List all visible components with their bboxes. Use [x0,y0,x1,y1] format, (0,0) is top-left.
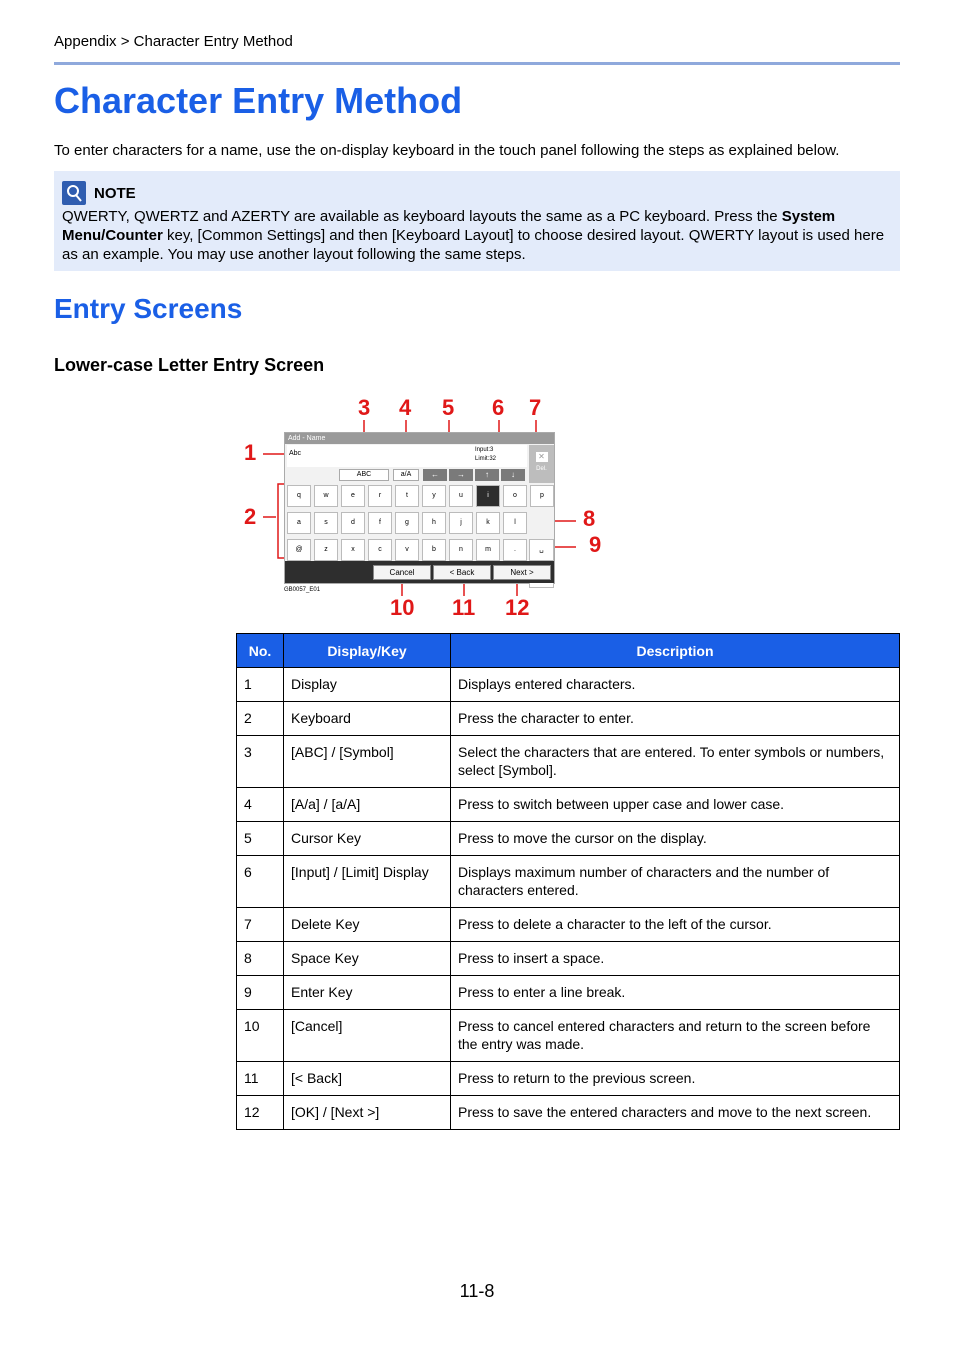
image-code: GB0057_E01 [284,587,321,593]
table-row [237,942,900,976]
row-description: Press to delete a character to the left of the cursor. [451,908,900,942]
callout-2: 2 [244,504,257,529]
row-number: 6 [237,856,284,908]
row-number: 9 [237,976,284,1010]
key-f[interactable]: f [368,512,392,534]
row-display-key: [< Back] [284,1062,451,1096]
key-at[interactable]: @ [287,539,311,561]
header-description: Description [451,634,900,668]
note-label: NOTE [94,184,136,202]
row-number: 10 [237,1010,284,1062]
table-row [237,856,900,908]
touch-panel-screen [284,432,555,584]
delete-icon: ✕ [536,452,548,462]
cursor-left-icon[interactable]: ← [423,469,447,481]
row-display-key: Display [284,668,451,702]
callout-8: 8 [583,506,596,531]
header-divider [54,62,900,65]
breadcrumb: Appendix > Character Entry Method [54,33,293,50]
note-text: QWERTY, QWERTZ and AZERTY are available as keyboard layouts the same as a PC keyboard. Press the System Menu/Counter key, [Common Settings] and then [Keyboard Layout] to choose desired layout. QWERTY layout is used here as an example. You may use another layout following the same steps. [62,208,885,263]
row-description: Press to cancel entered characters and return to the screen before the entry was made. [451,1010,900,1062]
space-key[interactable]: ␣ [529,539,554,561]
key-j[interactable]: j [449,512,473,534]
callout-5: 5 [442,395,455,420]
screen-title: Add - Name [285,433,554,444]
row-description: Press to return to the previous screen. [451,1062,900,1096]
callout-3: 3 [358,395,371,420]
key-e[interactable]: e [341,485,365,507]
table-row [237,976,900,1010]
note-icon [62,181,86,205]
row-description: Select the characters that are entered. To enter symbols or numbers, select [Symbol]. [451,736,900,788]
delete-key[interactable]: ✕ Del. [529,445,554,483]
callout-10: 10 [390,595,415,620]
cursor-right-icon[interactable]: → [449,469,473,481]
key-l[interactable]: l [503,512,527,534]
intro-paragraph: To enter characters for a name, use the on-display keyboard in the touch panel following the steps as explained below. [54,142,840,159]
key-t[interactable]: t [395,485,419,507]
row-display-key: Cursor Key [284,822,451,856]
row-number: 1 [237,668,284,702]
row-display-key: Enter Key [284,976,451,1010]
row-number: 8 [237,942,284,976]
row-description: Displays entered characters. [451,668,900,702]
table-row [237,1010,900,1062]
cursor-down-icon[interactable]: ↓ [501,469,525,481]
key-v[interactable]: v [395,539,419,561]
keyboard-figure [236,390,616,622]
table-row [237,736,900,788]
row-number: 3 [237,736,284,788]
note-bold-key: System Menu/Counter [62,208,836,244]
input-limit-display: Input:3 Limit:32 [475,447,497,462]
table-row [237,668,900,702]
row-description: Press the character to enter. [451,702,900,736]
header-display-key: Display/Key [284,634,451,668]
section-title: Entry Screens [54,293,243,324]
callout-7: 7 [529,395,542,420]
row-display-key: [OK] / [Next >] [284,1096,451,1130]
cancel-button[interactable]: Cancel [373,565,431,580]
screen-footer [285,561,554,583]
callout-11: 11 [452,595,476,620]
callout-12: 12 [505,595,530,620]
key-c[interactable]: c [368,539,392,561]
key-x[interactable]: x [341,539,365,561]
key-p[interactable]: p [530,485,554,507]
row-number: 11 [237,1062,284,1096]
page-title: Character Entry Method [54,80,463,121]
table-row [237,1096,900,1130]
row-description: Press to enter a line break. [451,976,900,1010]
key-y[interactable]: y [422,485,446,507]
key-n[interactable]: n [449,539,473,561]
key-w[interactable]: w [314,485,338,507]
callout-6: 6 [492,395,505,420]
callout-1: 1 [244,440,257,465]
key-h[interactable]: h [422,512,446,534]
abc-button[interactable]: ABC [339,469,389,481]
key-u[interactable]: u [449,485,473,507]
row-display-key: [A/a] / [a/A] [284,788,451,822]
note-header [62,181,892,205]
key-g[interactable]: g [395,512,419,534]
key-s[interactable]: s [314,512,338,534]
row-description: Press to switch between upper case and lower case. [451,788,900,822]
next-button[interactable]: Next > [493,565,551,580]
key-period[interactable]: . [503,539,527,561]
row-display-key: [Cancel] [284,1010,451,1062]
table-row [237,822,900,856]
table-row [237,908,900,942]
case-toggle-button[interactable]: a/A [393,469,419,481]
row-number: 5 [237,822,284,856]
back-button[interactable]: < Back [433,565,491,580]
row-number: 12 [237,1096,284,1130]
callout-9: 9 [589,532,602,557]
row-number: 2 [237,702,284,736]
row-description: Displays maximum number of characters and the number of characters entered. [451,856,900,908]
table-header-row [237,634,900,668]
row-number: 4 [237,788,284,822]
cursor-up-icon[interactable]: ↑ [475,469,499,481]
row-display-key: Delete Key [284,908,451,942]
row-display-key: [ABC] / [Symbol] [284,736,451,788]
key-r[interactable]: r [368,485,392,507]
header-no: No. [237,634,284,668]
table-row [237,1062,900,1096]
row-number: 7 [237,908,284,942]
key-z[interactable]: z [314,539,338,561]
key-d[interactable]: d [341,512,365,534]
row-description: Press to save the entered characters and move to the next screen. [451,1096,900,1130]
row-display-key: [Input] / [Limit] Display [284,856,451,908]
table-row [237,702,900,736]
row-display-key: Space Key [284,942,451,976]
table-row [237,788,900,822]
row-display-key: Keyboard [284,702,451,736]
key-q[interactable]: q [287,485,311,507]
key-i[interactable]: i [476,485,500,507]
key-a[interactable]: a [287,512,311,534]
subsection-title: Lower-case Letter Entry Screen [54,355,325,375]
row-description: Press to move the cursor on the display. [451,822,900,856]
description-table [236,633,900,1130]
key-k[interactable]: k [476,512,500,534]
row-description: Press to insert a space. [451,942,900,976]
key-b[interactable]: b [422,539,446,561]
callout-4: 4 [399,395,412,420]
key-m[interactable]: m [476,539,500,561]
key-o[interactable]: o [503,485,527,507]
page-number: 11-8 [459,1281,495,1301]
entry-display: Abc [287,445,527,467]
note-box [54,171,900,271]
